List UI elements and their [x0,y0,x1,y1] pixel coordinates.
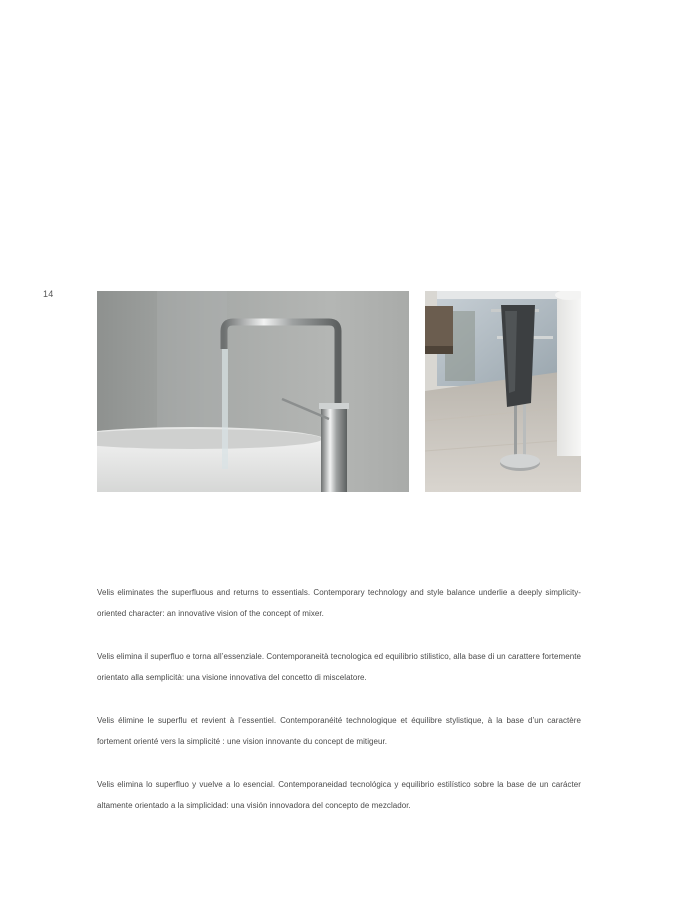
paragraph-french: Velis élimine le superflu et revient à l’essentiel. Contemporanéité technologique et équilibre stylistique, à la base d’un caractère fortement orienté vers la simplicité : une vision innovante du concept de mitigeur. [97,716,581,746]
paragraph-english: Velis eliminates the superfluous and returns to essentials. Contemporary technology and style balance underlie a deeply simplicity-oriented character: an innovative vision of the concept of mixer. [97,588,581,618]
paragraph-spanish: Velis elimina lo superfluo y vuelve a lo esencial. Contemporaneidad tecnológica y equilibrio estilístico sobre la base de un carácter altamente orientado a la simplicidad: una visión innovadora del concepto de mezclador. [97,780,581,810]
page-number: 14 [43,289,54,299]
faucet-photo [97,291,409,492]
paragraph-italian: Velis elimina il superfluo e torna all’essenziale. Contemporaneità tecnologica ed equilibrio stilistico, alla base di un carattere fortemente orientato alla semplicità: una visione innovativa del concetto di miscelatore. [97,652,581,682]
towel-rack-photo [425,291,581,492]
